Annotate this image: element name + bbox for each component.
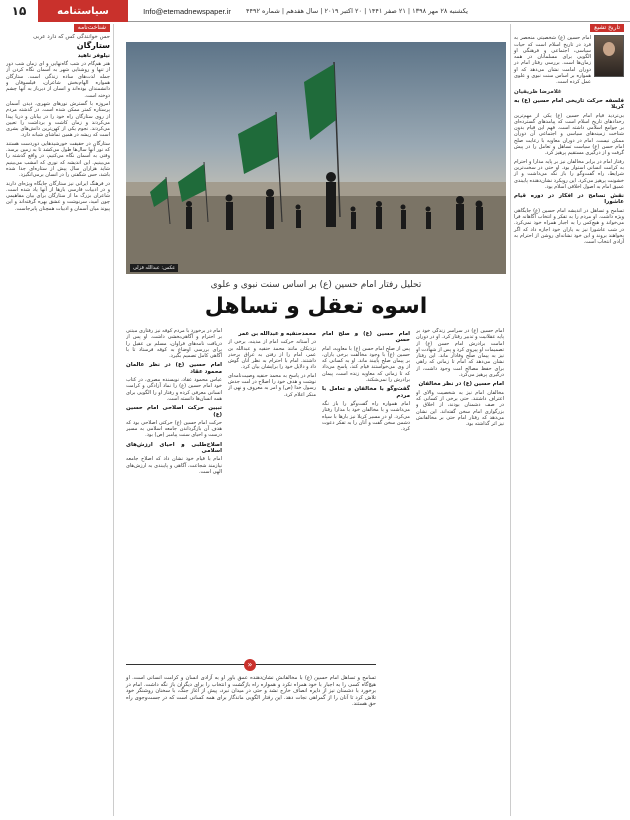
main-col4-para-4: امام با قیام خود نشان داد که اصلاح جامعه نیازمند شجاعت، آگاهی و پایبندی به ارزش‌های الهی است. bbox=[126, 456, 222, 475]
main-col4-subheading-1: امام حسین (ع) در نظر عالمان محمود عقاد bbox=[126, 362, 222, 375]
page-header bbox=[0, 0, 630, 22]
right-subheading-1: فلسفه حرکت تاریخی امام حسین (ع) به کربلا bbox=[514, 97, 624, 111]
left-paragraph-3: ستارگان در حقیقت خورشیدهایی دوردست هستند که نور آنها سال‌ها طول می‌کشد تا به زمین برسد. وقتی به آسمان نگاه می‌کنیم، در واقع گذشته را می‌بینیم. این اندیشه که نوری که امشب می‌بینیم شاید هزاران سال پیش از ستاره‌ای جدا شده باشد، حس شگفتی را در انسان برمی‌انگیزد. bbox=[6, 140, 110, 179]
main-col2-para-1: پس از صلح امام حسن (ع) با معاویه، امام حسین (ع) با وجود مخالفت برخی یاران، بر پیمان صلح پایبند ماند. او به کسانی که از وی می‌خواستند قیام کند، پاسخ می‌داد که تا زمانی که معاویه زنده است، پیمان برادرش را نمی‌شکند. bbox=[322, 345, 410, 384]
main-article bbox=[120, 24, 510, 816]
email-address[interactable]: Info@etemadnewspaper.ir bbox=[143, 6, 231, 16]
main-col3-subheading: محمدحنفیه و عبدالله بن عمر bbox=[238, 331, 316, 337]
pilgrims-illustration bbox=[126, 42, 506, 274]
right-paragraph-3: تسامح و تساهل در اندیشه امام حسین (ع) جایگاهی ویژه داشت. او مردم را به تفکر و انتخاب آگاهانه فرا می‌خواند و هیچ‌کس را به اجبار همراه خود نمی‌کرد. در شب عاشورا نیز به یاران خود اجازه داد که اگر بخواهند بروند و این خود نشانه‌ای روشن از احترام به آزادی انتخاب است. bbox=[514, 207, 624, 246]
main-col4-para-2: عباس محمود عقاد، نویسنده مصری، در کتاب خود امام حسین (ع) را نماد آزادگی و کرامت انسانی معرفی کرده و رفتار او را الگویی برای همه انسان‌ها دانسته است. bbox=[126, 377, 222, 402]
page-number: ۱۵ bbox=[0, 0, 38, 22]
main-column-2 bbox=[322, 328, 410, 658]
main-col1-subheading: امام حسین (ع) در نظر مخالفان bbox=[418, 381, 504, 388]
article-photo bbox=[126, 42, 506, 274]
photo-caption: عکس: عبدالله قزلی bbox=[130, 264, 178, 272]
author-photo bbox=[594, 35, 624, 77]
left-paragraph-4: در فرهنگ ایرانی نیز ستارگان جایگاه ویژه‌ای دارند و در ادبیات فارسی بارها از آنها یاد شده است. شاعران بزرگ ما از ستارگان برای بیان مفاهیمی چون امید، سرنوشت و عشق بهره گرفته‌اند و این پیوند میان آسمان و ادبیات همچنان پابرجاست. bbox=[6, 180, 110, 212]
left-author: نیلوفر ناهید bbox=[77, 52, 110, 59]
left-paragraph-2: امروزه با گسترش نورهای شهری، دیدن آسمان پرستاره کمتر ممکن شده است. در گذشته مردم از روی ستارگان راه خود را در بیابان و دریا پیدا می‌کردند و زمان کاشت و برداشت را تعیین می‌کردند. نجوم یکی از کهن‌ترین دانش‌های بشری است که ریشه در همین تماشای شبانه دارد. bbox=[6, 100, 110, 139]
main-col1-para-2: مخالفان امام نیز به شخصیت والای او اعتراف داشتند. حتی برخی از کسانی که در صف دشمنان بودند، از اخلاق و بزرگواری امام سخن گفته‌اند. این نشان می‌دهد که رفتار امام حتی بر مخالفانش نیز اثر گذاشته بود. bbox=[416, 389, 504, 428]
main-col4-subheading-2: تبیین حرکت اصلاحی امام حسین (ع) bbox=[126, 405, 222, 418]
main-column-4 bbox=[126, 328, 222, 658]
pull-quote bbox=[126, 659, 376, 806]
main-col2-para-2: امام همواره راه گفت‌وگو را باز نگه می‌داشت و با مخالفان خود با مدارا رفتار می‌کرد. او در مسیر کربلا نیز بارها با سپاه دشمن سخن گفت و آنان را به تفکر دعوت کرد. bbox=[322, 400, 410, 433]
main-col3-para-1: در آستانه حرکت امام از مدینه، برخی از نزدیکان مانند محمد حنفیه و عبدالله بن عمر، امام را از رفتن به عراق برحذر داشتند. امام با احترام به نظر آنان گوش داد و دلایل خود را برایشان بیان کرد. bbox=[228, 339, 316, 371]
main-col2-subheading-1: امام حسین (ع) و صلح امام حسن bbox=[322, 331, 410, 344]
right-paragraph-1: بی‌تردید قیام امام حسین (ع) یکی از مهم‌ترین رخدادهای تاریخ اسلام است که پیامدهای گسترده‌ای بر جوامع اسلامی داشته است. فهم این قیام بدون شناخت زمینه‌های سیاسی و اجتماعی آن دوران ممکن نیست. امام در دوران معاویه با رعایت صلح امام حسن (ع) سیاست تساهل و تعامل را در پیش گرفت و از درگیری مستقیم پرهیز کرد. bbox=[514, 112, 624, 157]
main-column-3 bbox=[228, 328, 316, 658]
headline-kicker: تحلیل رفتار امام حسین (ع) بر اساس سنت نبوی و علوی bbox=[210, 280, 422, 290]
left-column bbox=[6, 24, 114, 816]
right-column bbox=[510, 24, 624, 816]
right-subheading-2: نقش تسامح در افکار در دوره قیام عاشورا bbox=[514, 193, 624, 206]
main-col1-para-1: امام حسین (ع) در سراسر زندگی خود بر پایه عقلانیت و تدبیر رفتار کرد. او در دوران امامت برادرش امام حسن (ع) از تصمیمات او پیروی کرد و پس از شهادت او نیز به پیمان صلح وفادار ماند. این رفتار نشان می‌دهد که امام تا زمانی که راهی برای حفظ مصالح امت وجود داشت، از درگیری پرهیز می‌کرد. bbox=[416, 328, 504, 379]
left-column-tag: شناخت‌نامه bbox=[74, 24, 110, 32]
main-col4-para-3: حرکت امام حسین (ع) حرکتی اصلاحی بود که هدف آن بازگرداندن جامعه اسلامی به مسیر درست و احیای سنت پیامبر (ص) بود. bbox=[126, 419, 222, 439]
left-title: ستارگان bbox=[76, 40, 110, 50]
author-box bbox=[514, 35, 624, 85]
pull-quote-text: تسامح و تساهل امام حسین (ع) با مخالفانش نشان‌دهنده عمق باور او به آزادی انسان و کرامت انسانی است. او هیچ‌گاه کسی را به اجبار با خود همراه نکرد و همواره راه بازگشت و انتخاب را برای دیگران باز نگه داشت. امام در برخورد با دشمنان نیز از دایره انصاف خارج نشد و حتی در میدان نبرد، پیش از آغاز جنگ، با سخنان روشنگر خود تلاش کرد تا آنان را از گمراهی نجات دهد. این رفتار الگویی ماندگار برای همه کسانی است که در جست‌وجوی راه حق هستند. bbox=[126, 675, 376, 708]
main-col4-para-1: امام در برخورد با مردم کوفه نیز رفتاری مبتنی بر احترام و آگاهی‌بخشی داشت. او پس از دریافت نامه‌های فراوان، مسلم بن عقیل را برای بررسی اوضاع به کوفه فرستاد تا با آگاهی کامل تصمیم بگیرد. bbox=[126, 328, 222, 360]
left-kicker: حس خوانندگی کس که دارد عربی bbox=[33, 34, 110, 41]
main-col4-subheading-3: اصلاح‌طلبی و احیای ارزش‌های اسلامی bbox=[126, 441, 222, 455]
main-col3-para-2: امام در پاسخ به محمد حنفیه وصیت‌نامه‌ای نوشت و هدف خود را اصلاح در امت جدش رسول خدا (ص) و امر به معروف و نهی از منکر اعلام کرد. bbox=[228, 372, 316, 398]
main-column-1 bbox=[416, 328, 504, 808]
author-name: غلامرضا ظریفیان bbox=[514, 88, 562, 95]
section-title: سیاستنامه bbox=[38, 0, 128, 22]
left-paragraph-1: هنر هم‌گام در شب گاه‌نهایی و ای زمان شب دور از تنها و روشنایی شهر به آسمان نگاه کردن از جمله لذت‌های ساده زندگی است. ستارگان همواره الهام‌بخش شاعران، فیلسوفان و دانشمندان بوده‌اند و انسان از دیرباز به آنها چشم دوخته است. bbox=[6, 61, 110, 99]
date-line: یکشنبه ۲۸ مهر ۱۳۹۸ | ۲۱ صفر ۱۴۴۱ | ۲۰ اکتبر ۲۰۱۹ | سال هفدهم | شماره ۴۴۹۲ bbox=[246, 7, 468, 15]
quote-icon: « bbox=[244, 659, 256, 671]
right-paragraph-2: رفتار امام در برابر مخالفان نیز بر پایه مدارا و احترام به کرامت انسانی استوار بود. او حتی در سخت‌ترین شرایط، راه گفت‌وگو را باز نگه می‌داشت و از خشونت پرهیز می‌کرد. این رویکرد نشان‌دهنده پایبندی عمیق امام به اصول اخلاقی اسلام بود. bbox=[514, 158, 624, 190]
main-col2-subheading-2: گفت‌وگو با مخالفان و تعامل با مردم bbox=[322, 386, 410, 399]
headline: اسوه تعقل و تساهل bbox=[204, 294, 428, 319]
right-intro: امام حسین (ع) شخصیتی منحصر به فرد در تاریخ اسلام است که حیات سیاسی، اجتماعی و فرهنگی او الگویی برای مسلمانان در همه زمان‌ها است. بررسی رفتار امام در دوران امامت نشان می‌دهد که او همواره بر اساس سنت نبوی و علوی عمل کرده است. bbox=[514, 35, 591, 86]
right-column-tag: تاریخ تشیع bbox=[590, 24, 624, 32]
